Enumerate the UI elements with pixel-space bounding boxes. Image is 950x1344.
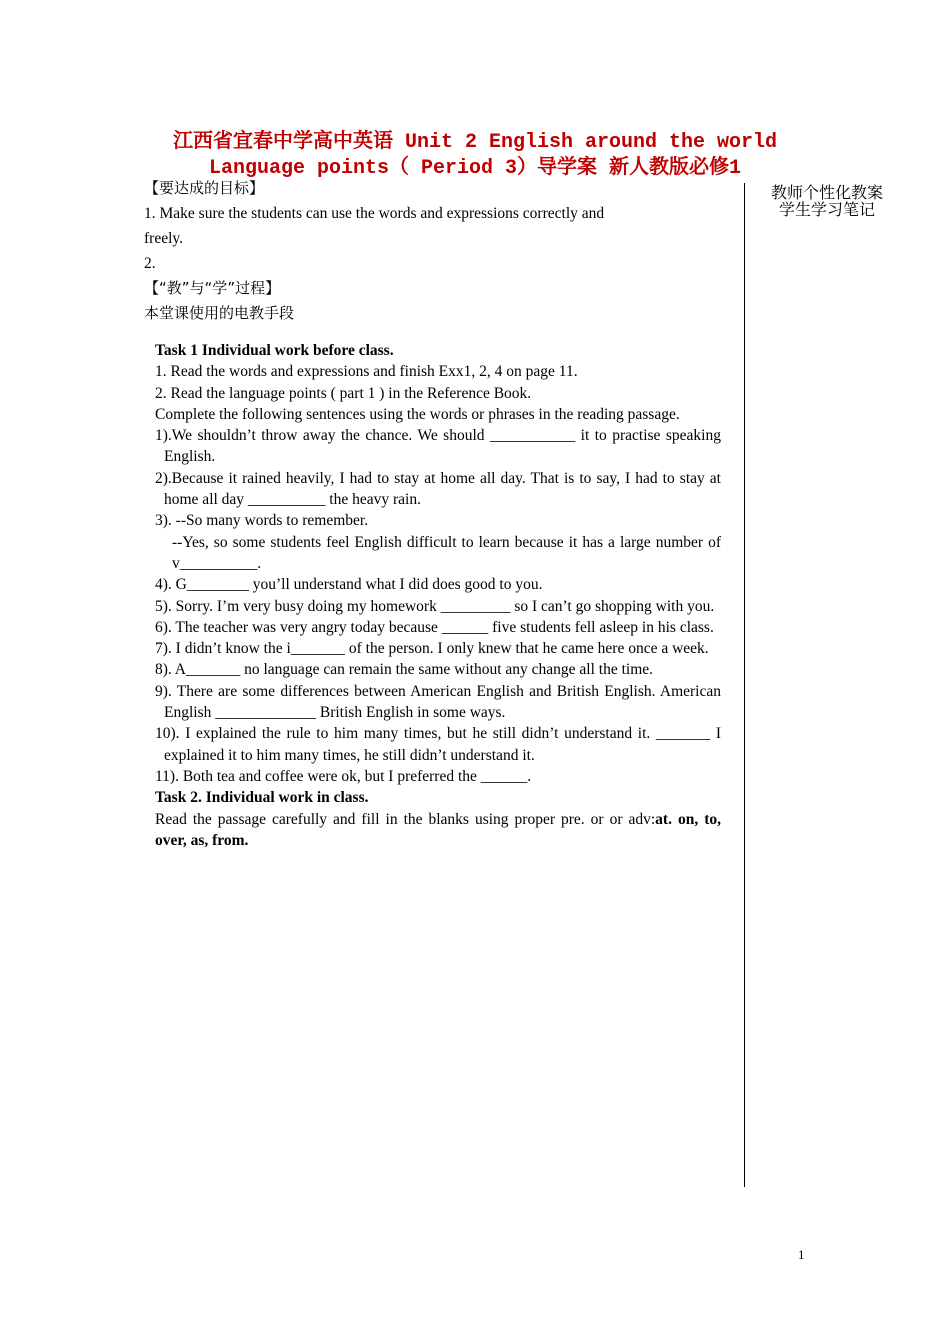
question-6: 6). The teacher was very angry today because ______ five students fell asleep in his class. (155, 618, 714, 636)
task-section (155, 340, 721, 851)
task2-heading: Task 2. Individual work in class. (155, 789, 369, 807)
task2-instruction (155, 809, 721, 852)
goals-heading: 【要达成的目标】 (144, 179, 265, 197)
question-10: 10). I explained the rule to him many times, but he still didn’t understand it. _______ I explained it to him many times, he still didn’t understand it. (155, 725, 721, 764)
question-2: 2).Because it rained heavily, I had to stay at home all day. That is to say, I had to stay at home all day __________ the heavy rain. (155, 469, 721, 509)
question-7: 7). I didn’t know the i_______ of the person. I only knew that he came here once a week. (155, 640, 709, 658)
goal-item-1-line1: 1. Make sure the students can use the words and expressions correctly and (144, 205, 605, 222)
side-note-student: 学生学习笔记 (778, 200, 875, 219)
goals-section (144, 176, 704, 326)
task1-instruction: Complete the following sentences using the words or phrases in the reading passage. (155, 405, 680, 423)
question-9: 9). There are some differences between American English and British English. American English _____________ British English in some ways. (155, 682, 721, 722)
question-3-response: --Yes, so some students feel English difficult to learn because it has a large number of v__________. (172, 533, 721, 572)
question-8: 8). A_______ no language can remain the same without any change all the time. (155, 661, 654, 679)
question-5: 5). Sorry. I’m very busy doing my homework _________ so I can’t go shopping with you. (155, 597, 715, 615)
question-3-prompt: 3). --So many words to remember. (155, 512, 369, 530)
side-note-teacher: 教师个性化教案 (770, 183, 883, 202)
question-4: 4). G________ you’ll understand what I did does good to you. (155, 576, 543, 594)
question-11: 11). Both tea and coffee were ok, but I preferred the ______. (155, 767, 532, 785)
process-heading: 【“教”与“学”过程】 (144, 279, 281, 297)
question-1: 1).We shouldn’t throw away the chance. We should ___________ it to practise speaking English. (155, 427, 721, 466)
document-title-line1: 江西省宜春中学高中英语 Unit 2 English around the world (172, 131, 778, 154)
task1-step2: 2. Read the language points ( part 1 ) in the Reference Book. (155, 384, 532, 402)
document-title-line2: Language points（ Period 3）导学案 新人教版必修1 (208, 157, 742, 180)
task1-step1: 1. Read the words and expressions and finish Exx1, 2, 4 on page 11. (155, 363, 578, 381)
column-divider (744, 183, 745, 1187)
task2-instruction-text: Read the passage carefully and fill in the blanks using proper pre. or or adv: (155, 810, 656, 828)
media-label: 本堂课使用的电教手段 (144, 304, 295, 322)
goal-item-1-line2: freely. (144, 230, 184, 247)
page-number: 1 (798, 1247, 805, 1262)
goal-item-2: 2. (144, 255, 156, 272)
task2-word-list: at. on, to, over, as, from. (155, 810, 721, 849)
task1-heading: Task 1 Individual work before class. (155, 342, 394, 359)
